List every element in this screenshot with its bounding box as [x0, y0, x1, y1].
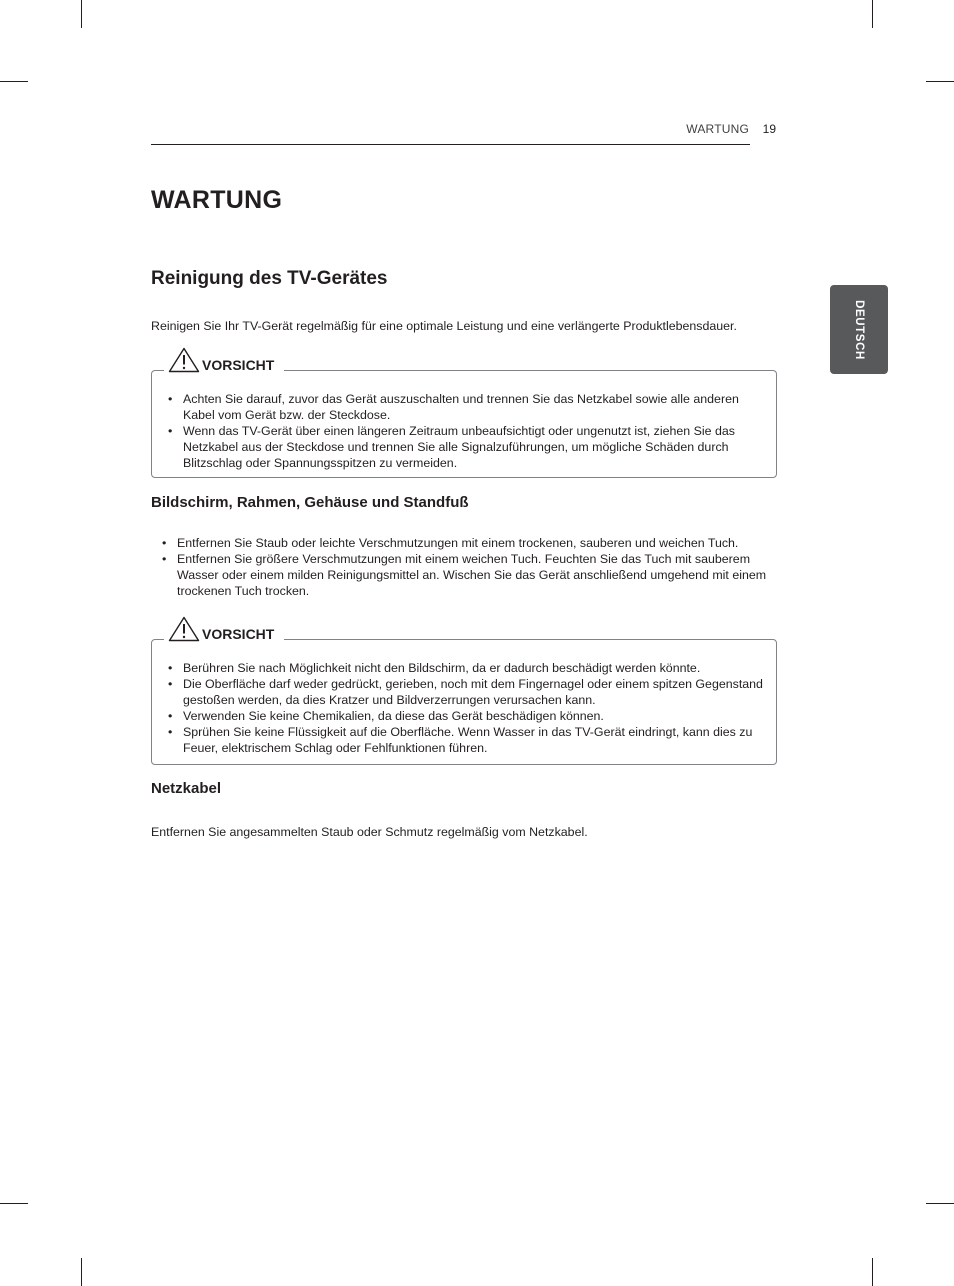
crop-mark — [926, 1203, 954, 1204]
language-tab — [830, 285, 888, 374]
intro-paragraph: Reinigen Sie Ihr TV-Gerät regelmäßig für eine optimale Leistung und eine verlängerte Produktlebensdauer. — [151, 319, 737, 333]
caution-label: VORSICHT — [202, 357, 275, 373]
crop-mark — [0, 81, 28, 82]
caution-box — [151, 626, 777, 765]
bildschirm-list — [160, 535, 785, 599]
caution-list — [166, 391, 766, 471]
header-section-title: WARTUNG — [686, 122, 749, 136]
list-item: • Entfernen Sie größere Verschmutzungen mit einem weichen Tuch. Feuchten Sie das Tuch mit sauberem Wasser oder einem milden Reinigungsmittel an. Wischen Sie das Gerät anschließend umgehend mit einem trockenen Tuch trocken. — [160, 551, 785, 599]
crop-mark — [0, 1203, 28, 1204]
section-heading-bildschirm: Bildschirm, Rahmen, Gehäuse und Standfuß — [151, 494, 469, 511]
crop-mark — [81, 1258, 82, 1286]
list-item: • Entfernen Sie Staub oder leichte Verschmutzungen mit einem trockenen, sauberen und weichen Tuch. — [160, 535, 785, 551]
warning-triangle-icon — [168, 616, 200, 642]
running-header — [151, 122, 776, 138]
crop-mark — [81, 0, 82, 28]
crop-mark — [872, 1258, 873, 1286]
section-heading-netzkabel: Netzkabel — [151, 780, 222, 797]
list-item: • Sprühen Sie keine Flüssigkeit auf die Oberfläche. Wenn Wasser in das TV-Gerät eindringt, kann dies zu Feuer, elektrischem Schlag oder Fehlfunktionen führen. — [166, 724, 766, 756]
list-item: • Achten Sie darauf, zuvor das Gerät auszuschalten und trennen Sie das Netzkabel sowie alle anderen Kabel vom Gerät bzw. der Steckdose. — [166, 391, 766, 423]
warning-triangle-icon — [168, 347, 200, 373]
caution-header — [164, 618, 284, 642]
caution-label: VORSICHT — [202, 626, 275, 642]
header-rule — [151, 144, 750, 145]
crop-mark — [926, 81, 954, 82]
crop-mark — [872, 0, 873, 28]
page-number: 19 — [762, 122, 776, 136]
caution-header — [164, 349, 284, 373]
caution-list — [166, 660, 766, 756]
list-item: • Die Oberfläche darf weder gedrückt, gerieben, noch mit dem Fingernagel oder einem spitzen Gegenstand gestoßen werden, da dies Kratzer und Bildverzerrungen verursachen kann. — [166, 676, 766, 708]
netzkabel-paragraph: Entfernen Sie angesammelten Staub oder Schmutz regelmäßig vom Netzkabel. — [151, 825, 588, 839]
list-item: • Verwenden Sie keine Chemikalien, da diese das Gerät beschädigen können. — [166, 708, 766, 724]
section-heading-reinigung: Reinigung des TV-Gerätes — [151, 268, 388, 289]
language-tab-label: DEUTSCH — [853, 299, 865, 360]
page-title: WARTUNG — [151, 186, 283, 214]
list-item: • Wenn das TV-Gerät über einen längeren Zeitraum unbeaufsichtigt oder ungenutzt ist, ziehen Sie das Netzkabel aus der Steckdose und trennen Sie alle Signalzuführungen, um mögliche Schäden durch Blitzschlag oder Spannungsspitzen zu vermeiden. — [166, 423, 766, 471]
list-item: • Berühren Sie nach Möglichkeit nicht den Bildschirm, da er dadurch beschädigt werden könnte. — [166, 660, 766, 676]
caution-box — [151, 357, 777, 478]
